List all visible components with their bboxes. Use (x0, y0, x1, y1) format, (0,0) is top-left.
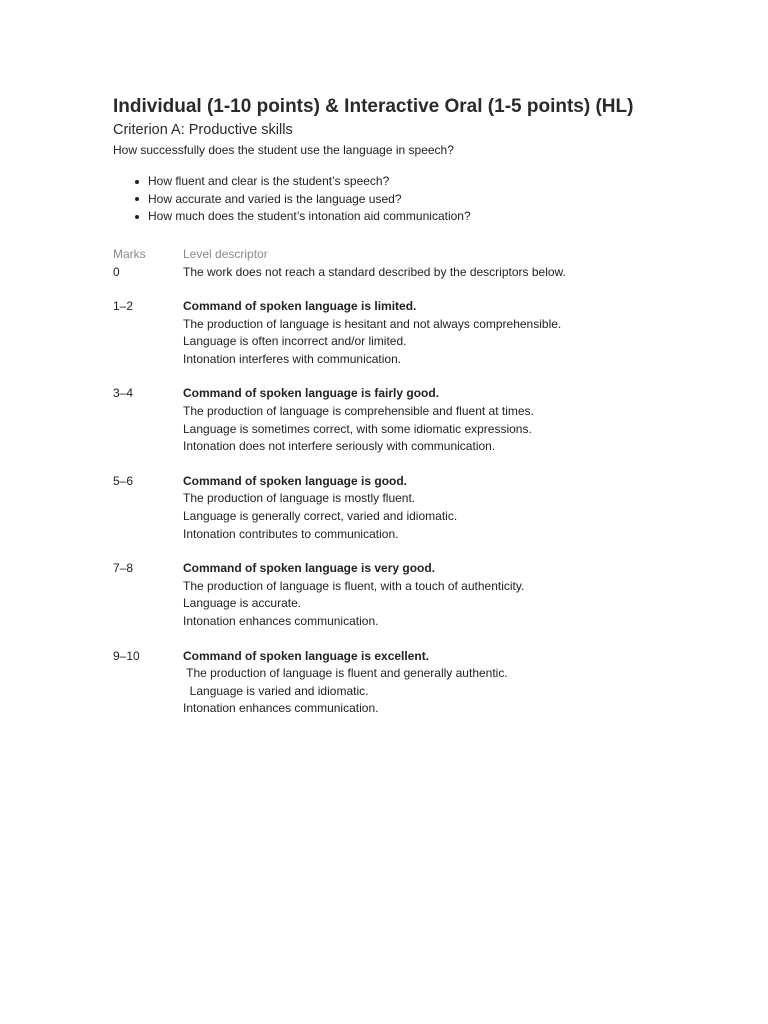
descriptor-heading: Command of spoken language is limited. (183, 299, 417, 314)
table-row (113, 264, 733, 282)
descriptor-line: Intonation interferes with communication. (183, 351, 402, 366)
table-row (113, 473, 733, 543)
descriptor-line: The production of language is fluent and generally authentic. (183, 666, 508, 681)
row-descriptor (183, 298, 733, 368)
guiding-question-item (135, 173, 733, 191)
row-descriptor (183, 385, 733, 455)
descriptor-line: Intonation contributes to communication. (183, 526, 399, 541)
descriptor-line: Language is often incorrect and/or limited. (183, 334, 407, 349)
descriptor-line: The production of language is mostly fluent. (183, 491, 416, 506)
guiding-question-text: How much does the student’s intonation aid communication? (148, 209, 471, 223)
guiding-question-item (135, 191, 733, 209)
row-descriptor (183, 648, 733, 718)
guiding-question-text: How fluent and clear is the student’s speech? (148, 174, 390, 188)
row-marks: 5–6 (113, 473, 134, 488)
descriptor-line: Language is accurate. (183, 596, 302, 611)
descriptor-table-header (113, 246, 733, 263)
descriptor-line: Language is sometimes correct, with some idiomatic expressions. (183, 421, 532, 436)
guiding-question-text: How accurate and varied is the language used? (148, 191, 402, 206)
document-page (113, 96, 733, 718)
row-descriptor (183, 560, 733, 630)
criterion-heading: Criterion A: Productive skills (113, 122, 293, 138)
descriptor-heading: Command of spoken language is very good. (183, 561, 436, 576)
marks-column-header: Marks (113, 246, 146, 261)
bullet-icon (135, 180, 139, 184)
table-row (113, 648, 733, 718)
table-row (113, 385, 733, 455)
row-marks: 3–4 (113, 386, 134, 401)
bullet-icon (135, 197, 139, 201)
row-marks: 0 (113, 264, 120, 279)
descriptor-line: The production of language is comprehensible and fluent at times. (183, 404, 534, 419)
descriptor-line: The production of language is hesitant and not always comprehensible. (183, 316, 562, 331)
table-row (113, 298, 733, 368)
row-marks: 7–8 (113, 561, 134, 576)
descriptor-line: Language is varied and idiomatic. (183, 683, 369, 698)
page-title: Individual (1-10 points) & Interactive Oral (1-5 points) (HL) (113, 96, 634, 117)
descriptor-line: The production of language is fluent, with a touch of authenticity. (183, 578, 525, 593)
guiding-questions-list (113, 173, 733, 226)
descriptor-heading: Command of spoken language is good. (183, 473, 408, 488)
row-descriptor (183, 473, 733, 543)
descriptor-line: Intonation does not interfere seriously with communication. (183, 439, 496, 454)
descriptor-column-header: Level descriptor (183, 246, 268, 261)
descriptor-heading: Command of spoken language is fairly good. (183, 386, 440, 401)
row-descriptor (183, 264, 733, 282)
bullet-icon (135, 215, 139, 219)
descriptor-line: Intonation enhances communication. (183, 701, 379, 716)
descriptor-heading: Command of spoken language is excellent. (183, 648, 430, 663)
descriptor-line: Intonation enhances communication. (183, 614, 379, 628)
guiding-question-item (135, 208, 733, 226)
table-row (113, 560, 733, 630)
descriptor-line: The work does not reach a standard described by the descriptors below. (183, 264, 566, 279)
criterion-question: How successfully does the student use the language in speech? (113, 143, 454, 157)
row-marks: 9–10 (113, 648, 140, 663)
row-marks: 1–2 (113, 299, 134, 314)
descriptor-line: Language is generally correct, varied and idiomatic. (183, 509, 458, 524)
